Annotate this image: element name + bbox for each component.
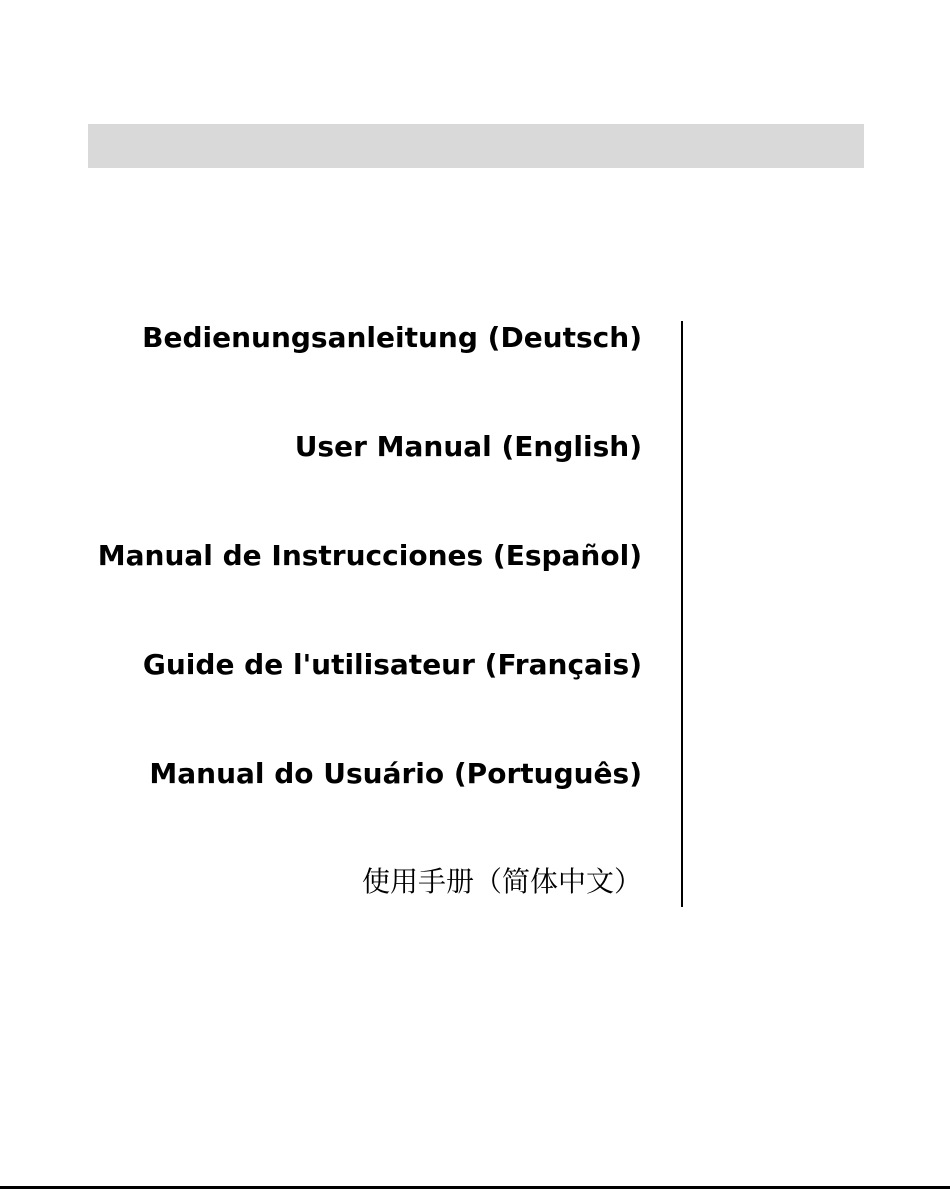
- header-band: [88, 124, 864, 168]
- manual-link-english[interactable]: User Manual (English): [294, 430, 642, 463]
- vertical-divider: [681, 321, 683, 907]
- manual-link-chinese[interactable]: 使用手册（简体中文）: [361, 865, 642, 898]
- manual-link-espanol[interactable]: Manual de Instrucciones (Español): [97, 539, 642, 572]
- manual-link-deutsch[interactable]: Bedienungsanleitung (Deutsch): [142, 321, 642, 354]
- manual-link-francais[interactable]: Guide de l'utilisateur (Français): [142, 648, 642, 681]
- manual-link-portugues[interactable]: Manual do Usuário (Português): [149, 757, 642, 790]
